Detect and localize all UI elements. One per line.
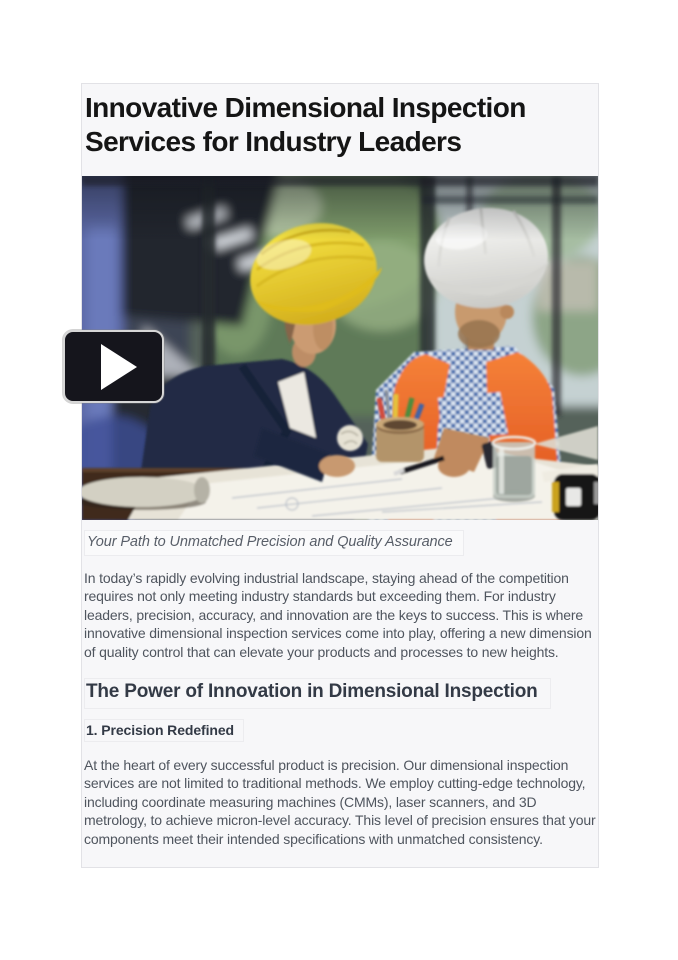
top-vignette [82,176,598,240]
section-heading-box [84,678,551,709]
video-thumbnail[interactable] [82,176,598,520]
subsection-heading: 1. Precision Redefined [86,722,234,739]
intro-paragraph: In today’s rapidly evolving industrial landscape, staying ahead of the competition requires not only meeting industry standards but exceeding them. For industry leaders, precision, accuracy, and innovation are the keys to success. This is where innovative dimensional inspection services come into play, offering a new dimension of quality control that can elevate your products and processes to new heights. [84,570,592,660]
image-caption: Your Path to Unmatched Precision and Quality Assurance [84,530,464,556]
subsection-heading-box [84,719,244,742]
page-title: Innovative Dimensional Inspection Services for Industry Leaders [85,92,526,157]
play-icon [101,344,137,390]
section-heading: The Power of Innovation in Dimensional Inspection [86,681,538,703]
play-button[interactable] [63,330,164,403]
body-paragraph: At the heart of every successful product is precision. Our dimensional inspection services are not limited to traditional methods. We employ cutting-edge technology, including coordinate measuring machines (CMMs), laser scanners, and 3D metrology, to achieve micron-level accuracy. This level of precision ensures that your components meet their intended specifications with unmatched consistency. [84,757,596,847]
article-card [81,83,599,868]
